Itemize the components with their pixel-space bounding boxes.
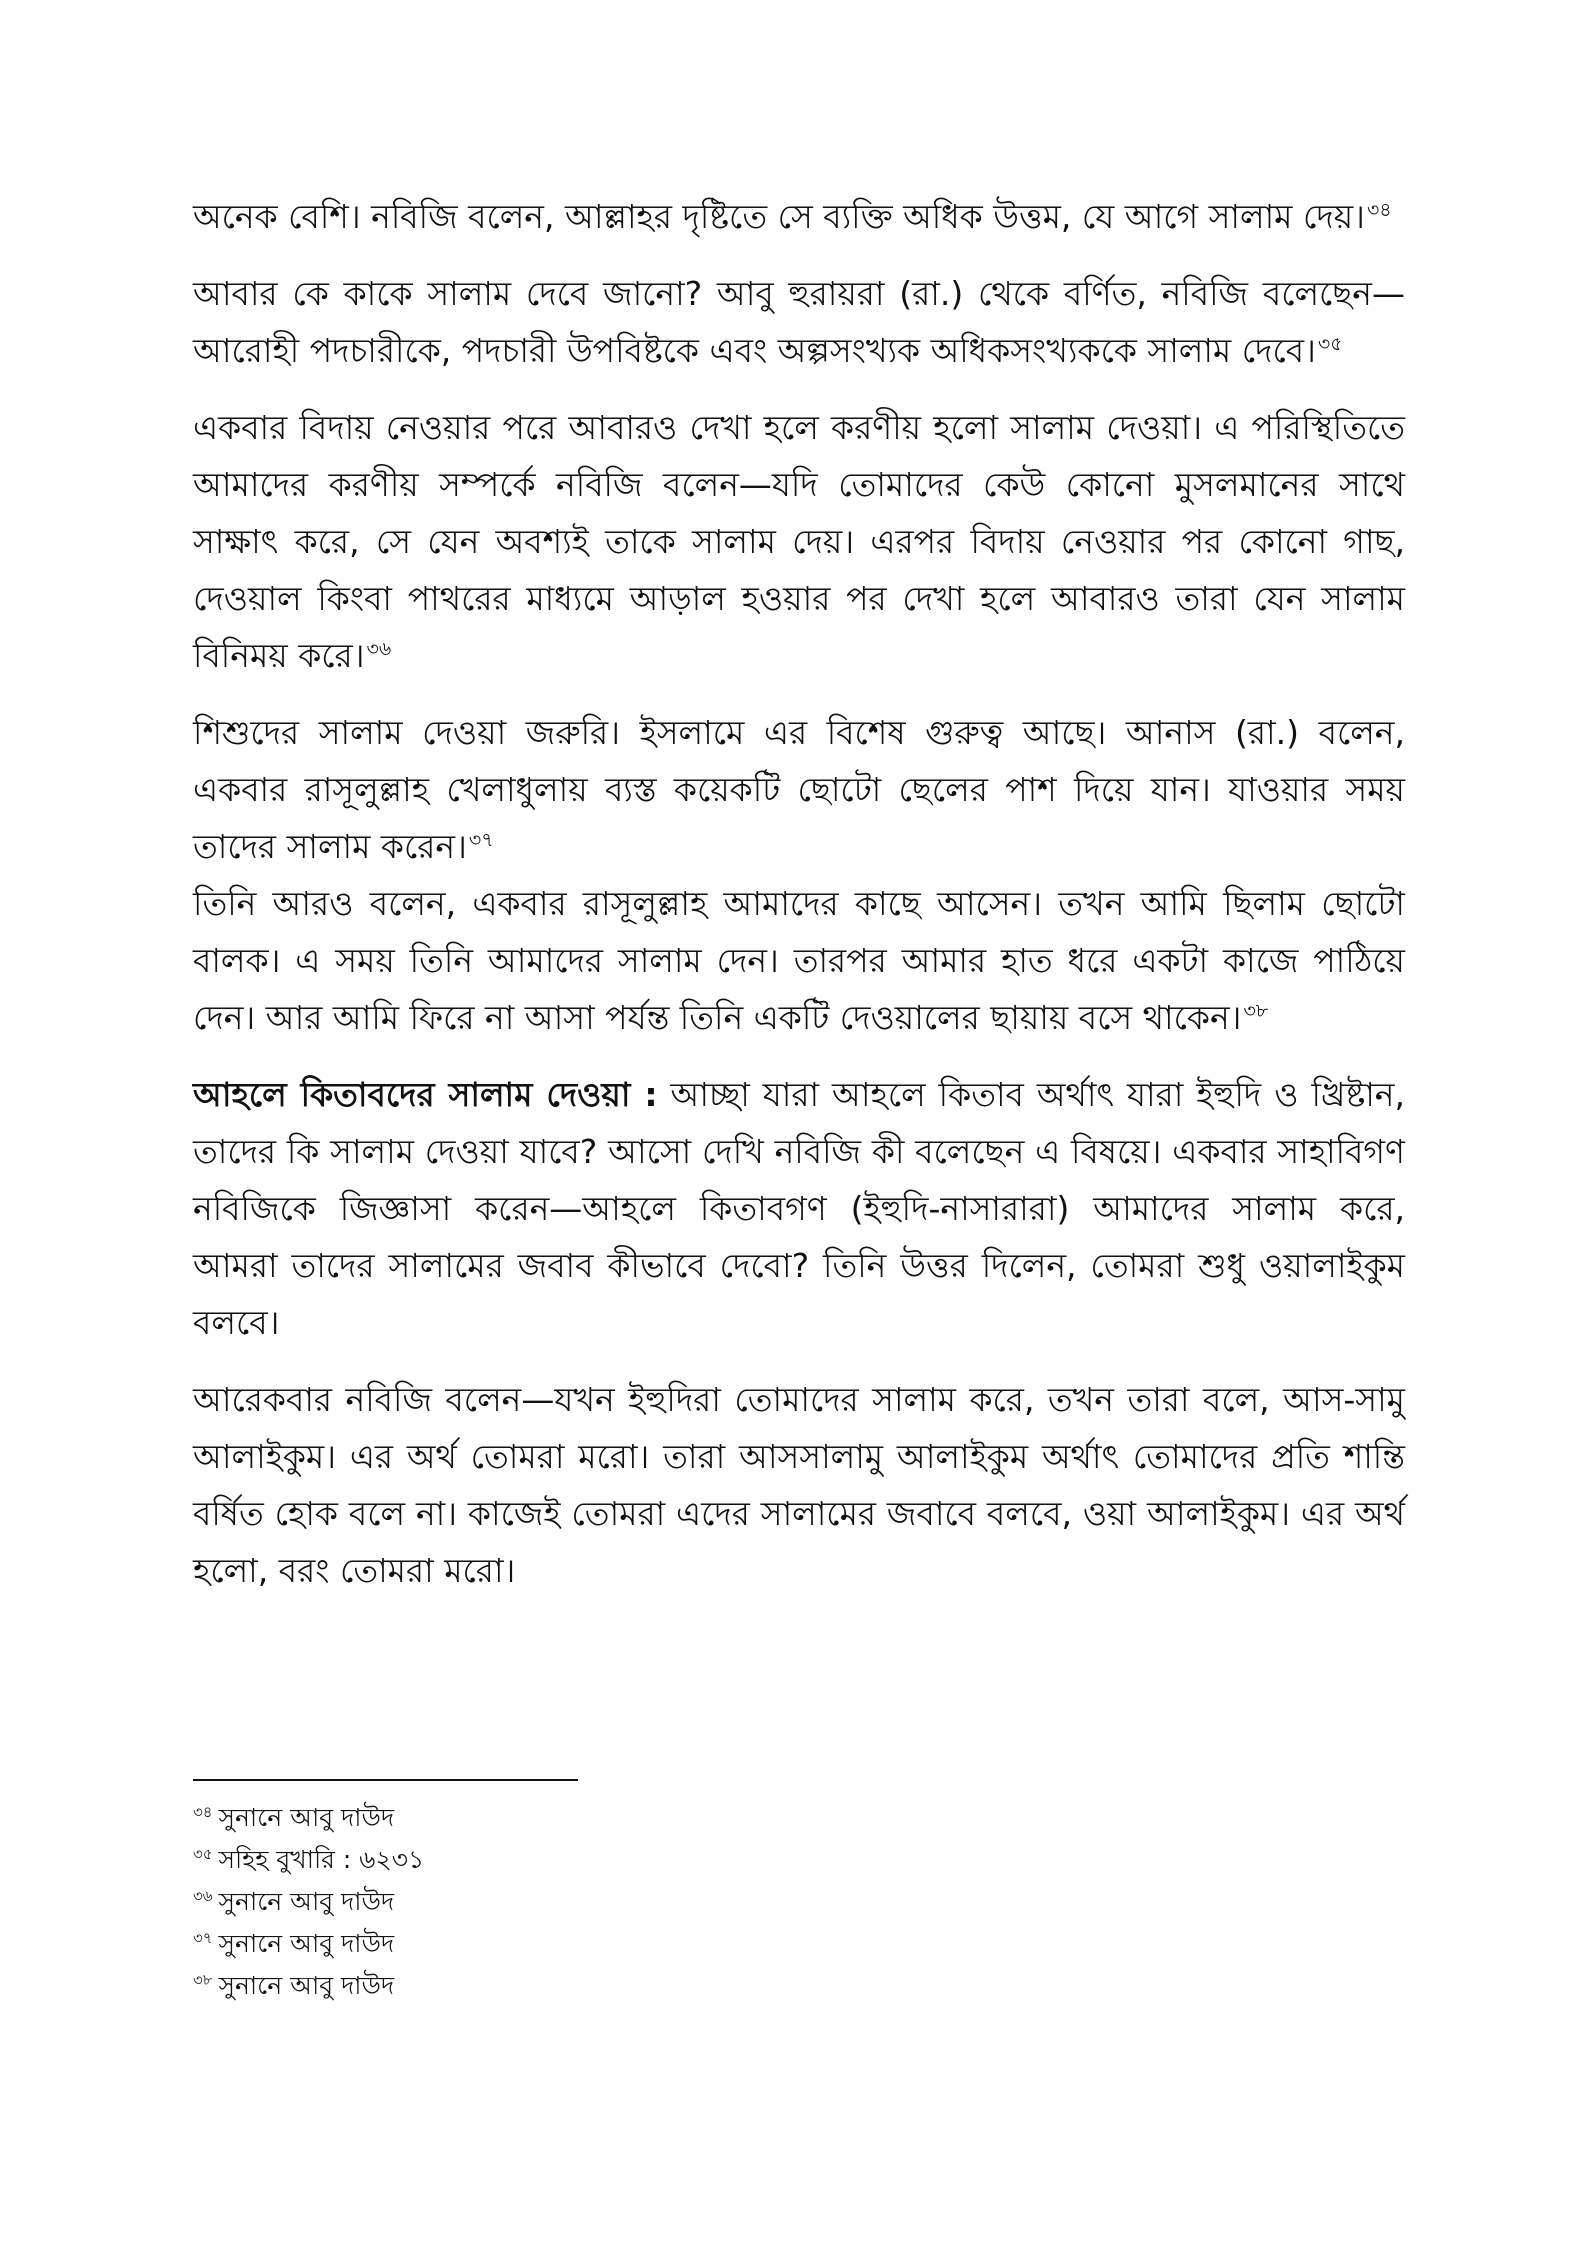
footnote-number: ৩৪	[193, 1802, 213, 1821]
paragraph-text: তিনি আরও বলেন, একবার রাসূলুল্লাহ আমাদের কাছে আসেন। তখন আমি ছিলাম ছোটো বালক। এ সময় তিনি আমাদের সালাম দেন। তারপর আমার হাত ধরে একটা কাজে পাঠিয়ে দেন। আর আমি ফিরে না আসা পর্যন্ত তিনি একটি দেওয়ালের ছায়ায় বসে থাকেন।	[193, 884, 1405, 1037]
footnote-ref: ৩৬	[366, 638, 392, 660]
footnote-text: সুনানে আবু দাউদ	[218, 1887, 395, 1916]
paragraph	[193, 265, 1405, 379]
footnote	[193, 1965, 1093, 2007]
footnote-text: সুনানে আবু দাউদ	[218, 1929, 395, 1958]
footnote	[193, 1797, 1093, 1839]
footnote-number: ৩৮	[193, 1970, 213, 1989]
section-heading: আহলে কিতাবদের সালাম দেওয়া :	[193, 1075, 658, 1114]
footnote-divider	[193, 1779, 578, 1781]
paragraph-text: একবার বিদায় নেওয়ার পরে আবারও দেখা হলে করণীয় হলো সালাম দেওয়া। এ পরিস্থিতিতে আমাদের করণীয় সম্পর্কে নবিজি বলেন—যদি তোমাদের কেউ কোনো মুসলমানের সাথে সাক্ষাৎ করে, সে যেন অবশ্যই তাকে সালাম দেয়। এরপর বিদায় নেওয়ার পর কোনো গাছ, দেওয়াল কিংবা পাথরের মাধ্যমে আড়াল হওয়ার পর দেখা হলে আবারও তারা যেন সালাম বিনিময় করে।	[193, 408, 1405, 675]
paragraph-text: শিশুদের সালাম দেওয়া জরুরি। ইসলামে এর বিশেষ গুরুত্ব আছে। আনাস (রা.) বলেন, একবার রাসূলুল্লাহ খেলাধুলায় ব্যস্ত কয়েকটি ছোটো ছেলের পাশ দিয়ে যান। যাওয়ার সময় তাদের সালাম করেন।	[193, 713, 1405, 866]
paragraph	[193, 1371, 1405, 1599]
footnote	[193, 1839, 1093, 1881]
paragraph-text: আরেকবার নবিজি বলেন—যখন ইহুদিরা তোমাদের সালাম করে, তখন তারা বলে, আস-সামু আলাইকুম। এর অর্থ তোমরা মরো। তারা আসসালামু আলাইকুম অর্থাৎ তোমাদের প্রতি শান্তি বর্ষিত হোক বলে না। কাজেই তোমরা এদের সালামের জবাবে বলবে, ওয়া আলাইকুম। এর অর্থ হলো, বরং তোমরা মরো।	[193, 1380, 1405, 1590]
paragraph	[193, 188, 1405, 245]
footnote-text: সহিহ বুখারি : ৬২৩১	[218, 1845, 425, 1874]
footnote-ref: ৩৫	[1317, 333, 1343, 355]
paragraph	[193, 399, 1405, 684]
paragraph-text: অনেক বেশি। নবিজি বলেন, আল্লাহর দৃষ্টিতে সে ব্যক্তি অধিক উত্তম, যে আগে সালাম দেয়।	[193, 197, 1365, 236]
footnote-number: ৩৬	[193, 1886, 213, 1905]
paragraph-text: আবার কে কাকে সালাম দেবে জানো? আবু হুরায়রা (রা.) থেকে বর্ণিত, নবিজি বলেছেন—আরোহী পদচারীকে, পদচারী উপবিষ্টকে এবং অল্পসংখ্যক অধিকসংখ্যককে সালাম দেবে।	[193, 274, 1405, 370]
footnote-number: ৩৫	[193, 1844, 213, 1863]
paragraph	[193, 704, 1405, 875]
paragraph-text: আচ্ছা যারা আহলে কিতাব অর্থাৎ যারা ইহুদি ও খ্রিষ্টান, তাদের কি সালাম দেওয়া যাবে? আসো দেখি নবিজি কী বলেছেন এ বিষয়ে। একবার সাহাবিগণ নবিজিকে জিজ্ঞাসা করেন—আহলে কিতাবগণ (ইহুদি-নাসারারা) আমাদের সালাম করে, আমরা তাদের সালামের জবাব কীভাবে দেবো? তিনি উত্তর দিলেন, তোমরা শুধু ওয়ালাইকুম বলবে।	[193, 1075, 1405, 1342]
footnote-ref: ৩৭	[468, 829, 494, 851]
body-text	[193, 188, 1405, 1619]
footnote	[193, 1923, 1093, 1965]
paragraph	[193, 875, 1405, 1046]
footnote-number: ৩৭	[193, 1928, 213, 1947]
footnote-ref: ৩৮	[1243, 1000, 1269, 1022]
paragraph	[193, 1066, 1405, 1351]
footnote	[193, 1881, 1093, 1923]
footnote-text: সুনানে আবু দাউদ	[218, 1803, 395, 1832]
footnote-ref: ৩৪	[1366, 199, 1392, 221]
footnotes	[193, 1797, 1093, 2007]
footnote-text: সুনানে আবু দাউদ	[218, 1971, 395, 2000]
